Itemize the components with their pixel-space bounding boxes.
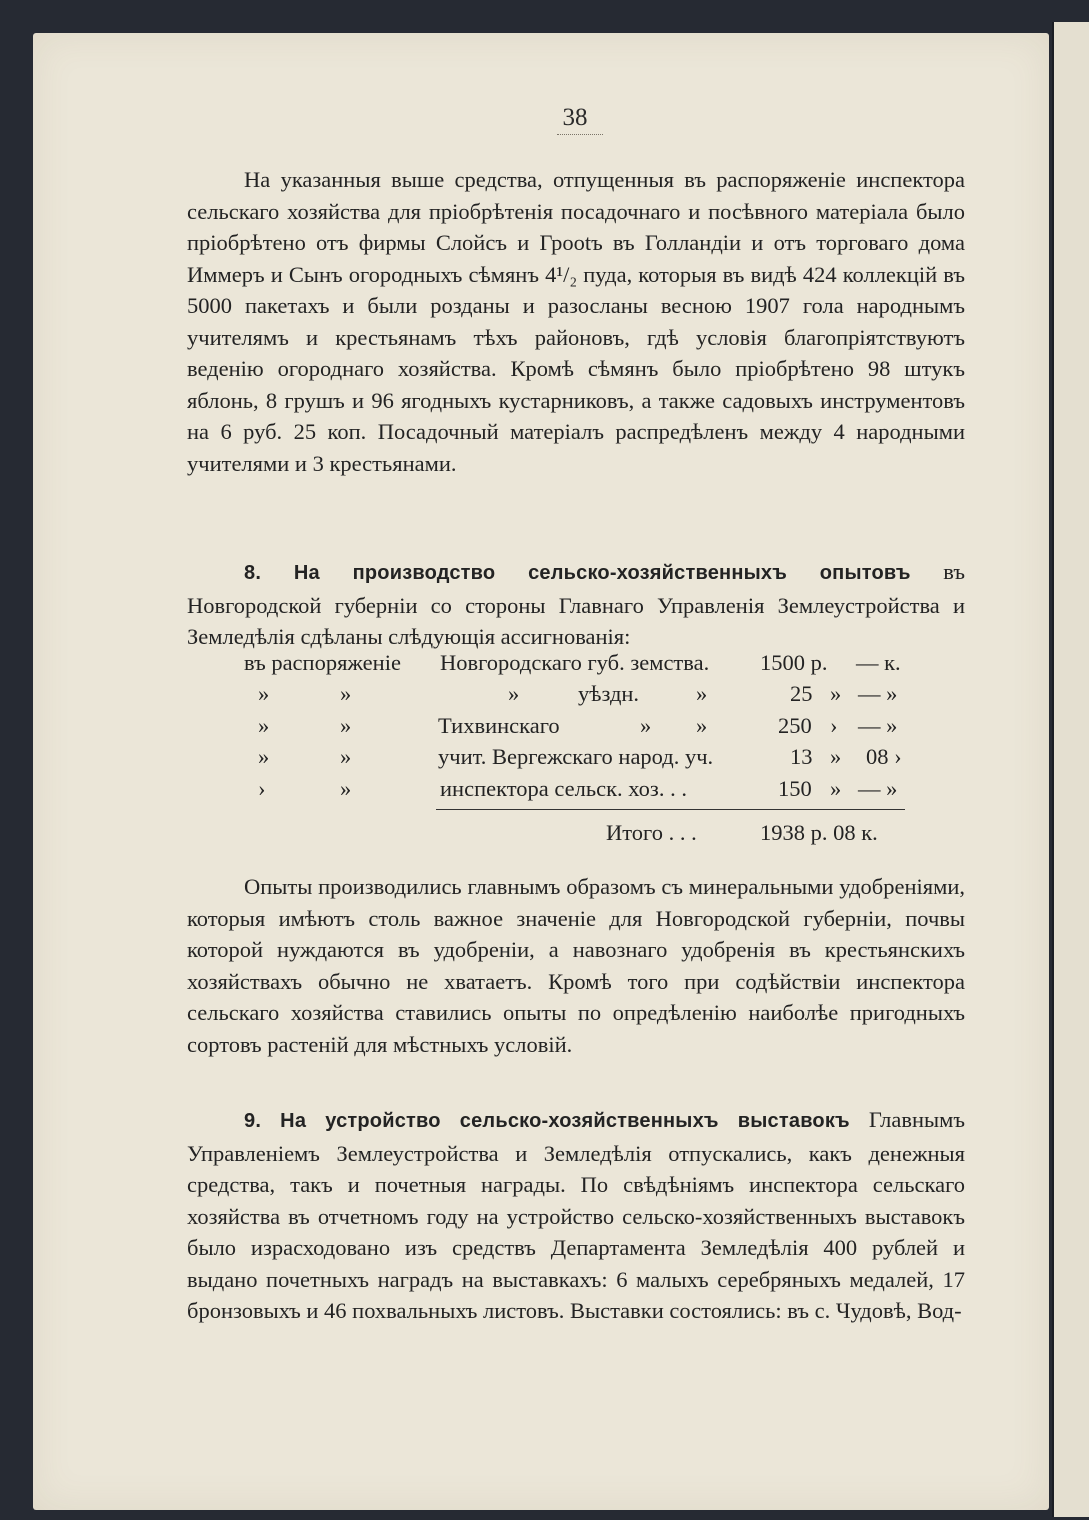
table-sum-rule xyxy=(436,809,905,810)
table-cell-body: Тихвинскаго xyxy=(438,713,560,738)
table-row xyxy=(0,713,1089,744)
section-8-paragraph xyxy=(187,556,965,653)
table-cell-ditto: » xyxy=(508,681,520,706)
table-row xyxy=(0,681,1089,712)
table-cell-amount: 25 xyxy=(790,681,813,706)
table-cell-ditto: » xyxy=(340,713,352,738)
table-cell-body: уѣздн. xyxy=(578,681,640,706)
section-9-paragraph xyxy=(187,1104,965,1327)
table-cell-body: Новгородскаго губ. земства. xyxy=(440,650,710,675)
table-cell-kopecks: 08 › xyxy=(866,744,902,769)
table-total-label: Итого . . . xyxy=(606,820,697,845)
page-number-ornament xyxy=(557,134,603,135)
table-cell-amount: 13 xyxy=(790,744,813,769)
table-total-value: 1938 р. 08 к. xyxy=(760,820,878,845)
table-cell-ditto: » xyxy=(340,681,352,706)
table-cell-ditto: » xyxy=(340,744,352,769)
table-cell-amount: 150 xyxy=(778,776,812,801)
table-cell-ditto: » xyxy=(258,713,270,738)
section-9-text: Главнымъ Управленіемъ Землеустройства и Земледѣлія отпускались, какъ денежныя средства, такъ и почетныя награды. По свѣдѣніямъ инспектора сельскаго хозяйства въ отчетномъ году на устройство сельско-хозяйственныхъ выставокъ было израсходовано изъ средствъ Департамента Земледѣлія 400 рублей и выдано почетныхъ наградъ на выставкахъ: 6 малыхъ серебряныхъ медалей, 17 бронзовыхъ и 46 похвальныхъ листовъ. Выставки состоялись: въ с. Чудовѣ, Вод- xyxy=(187,1107,965,1323)
section-8-heading: 8. На производство сельско-хозяйственныхъ опытовъ xyxy=(244,562,911,584)
table-cell-ditto: › xyxy=(830,713,838,738)
table-row xyxy=(0,650,1089,681)
table-cell-ditto: » xyxy=(640,713,652,738)
table-cell-kopecks: — к. xyxy=(856,650,901,675)
table-cell-ditto: » xyxy=(258,681,270,706)
section-9 xyxy=(187,1104,965,1327)
table-cell-ditto: » xyxy=(830,776,842,801)
table-cell-kopecks: — » xyxy=(858,776,898,801)
table-cell-ditto: » xyxy=(258,744,270,769)
table-cell-recipient: въ распоряженіе xyxy=(244,650,401,675)
table-row xyxy=(0,744,1089,775)
table-cell-amount: 1500 р. xyxy=(760,650,828,675)
table-cell-ditto: » xyxy=(830,744,842,769)
section-9-heading: 9. На устройство сельско-хозяйственныхъ выставокъ xyxy=(244,1110,850,1132)
table-cell-ditto: » xyxy=(340,776,352,801)
paragraph-experiments xyxy=(187,871,965,1060)
paragraph-seeds-purchase xyxy=(187,164,965,479)
section-8-text: въ Новгородской губерніи со стороны Главнаго Управленія Землеустройства и Земледѣлія сдѣланы слѣдующія ассигнованія: xyxy=(187,559,965,649)
table-cell-kopecks: — » xyxy=(858,713,898,738)
table-cell-kopecks: — » xyxy=(858,681,898,706)
table-total-row xyxy=(0,820,1089,851)
table-cell-ditto: » xyxy=(696,681,708,706)
page-number: 38 xyxy=(562,104,588,131)
paragraph-text: Опыты производились главнымъ образомъ съ минеральными удобреніями, которыя имѣютъ столь важное значеніе для Новгородской губерніи, почвы которой нуждаются въ удобреніи, а навознаго удобренія въ крестьянскихъ хозяйствахъ обычно не хватаетъ. Кромѣ того при содѣйствіи инспектора сельскаго хозяйства ставились опыты по опредѣленію наиболѣе пригодныхъ сортовъ растеній для мѣстныхъ условій. xyxy=(187,874,965,1057)
paragraph-text: На указанныя выше средства, отпущенныя въ распоряженіе инспектора сельскаго хозяйства для пріобрѣтенія посадочнаго и посѣвного матеріала было пріобрѣтено отъ фирмы Слойсъ и Грootъ въ Голландіи и отъ торговаго дома Иммеръ и Сынъ огородныхъ сѣмянъ 4¹/₂ пуда, которыя въ видѣ 424 коллекцій въ 5000 пакетахъ и были розданы и разосланы весною 1907 гола народнымъ учителямъ и крестьянамъ тѣхъ районовъ, гдѣ условія благопріятствуютъ веденію огороднаго хозяйства. Кромѣ сѣмянъ было пріобрѣтено 98 штукъ яблонь, 8 грушъ и 96 ягодныхъ кустарниковъ, а также садовыхъ инструментовъ на 6 руб. 25 коп. Посадочный матеріалъ распредѣленъ между 4 народными учителями и 3 крестьянами. xyxy=(187,167,965,476)
table-cell-ditto: › xyxy=(258,776,266,801)
table-cell-body: учит. Вергежскаго народ. уч. xyxy=(438,744,714,769)
table-cell-ditto: » xyxy=(830,681,842,706)
table-cell-body: инспектора сельск. хоз. . . xyxy=(440,776,687,801)
table-cell-ditto: » xyxy=(696,713,708,738)
table-row xyxy=(0,776,1089,807)
table-cell-amount: 250 xyxy=(778,713,812,738)
section-8 xyxy=(187,556,965,653)
